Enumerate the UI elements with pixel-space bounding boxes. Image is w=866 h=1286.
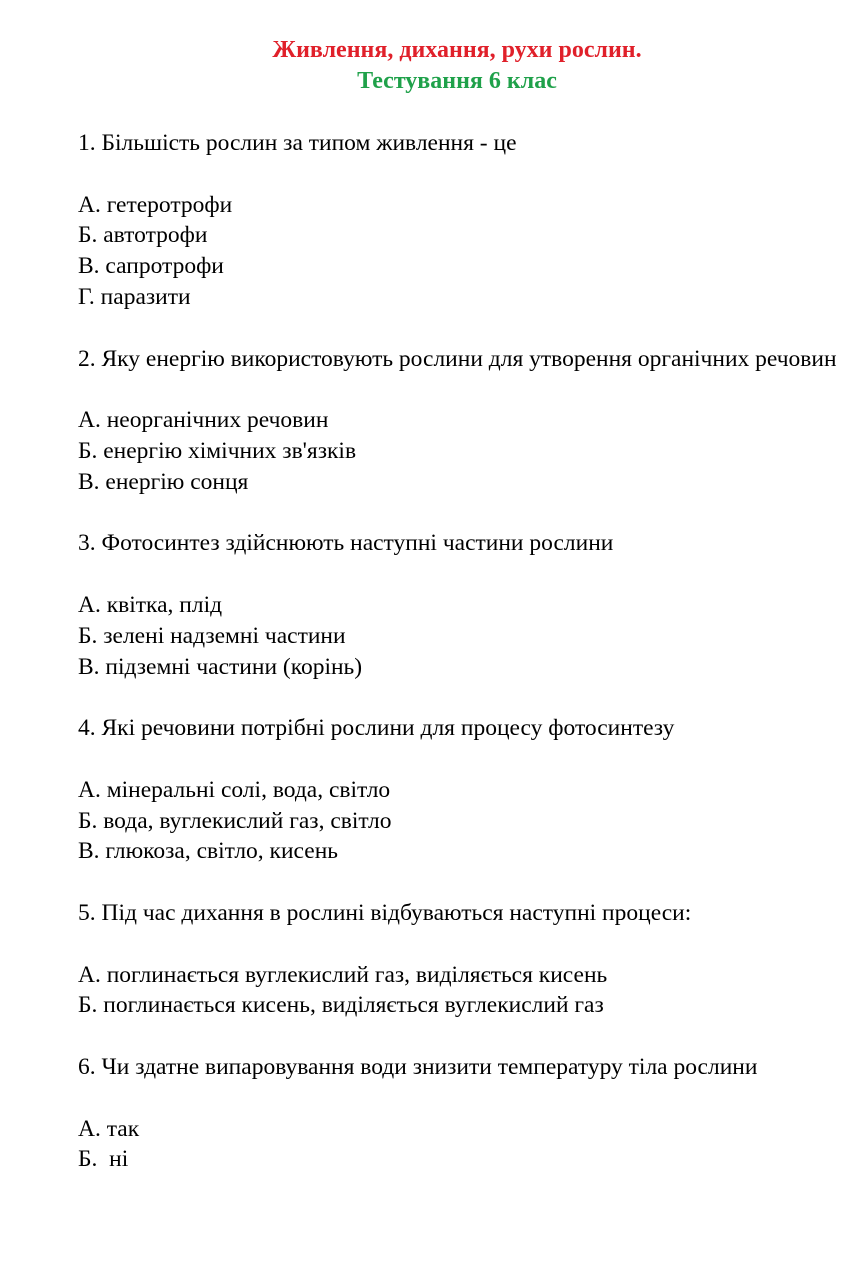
question-1: [78, 128, 864, 313]
answer-option: В. енергію сонця: [78, 468, 249, 495]
answer-options: [78, 405, 864, 497]
answer-options: [78, 960, 864, 1022]
answer-options: [78, 1114, 864, 1176]
answer-option: Б. вода, вуглекислий газ, світло: [78, 807, 392, 834]
answer-option: Б. ні: [78, 1146, 129, 1173]
question-5: [78, 898, 864, 1021]
answer-option: А. мінеральні солі, вода, світло: [78, 776, 391, 803]
answer-option: В. глюкоза, світло, кисень: [78, 838, 338, 865]
answer-option: А. гетеротрофи: [78, 191, 233, 218]
question-text: 3. Фотосинтез здійснюють наступні частини рослини: [78, 530, 614, 557]
answer-option: А. неорганічних речовин: [78, 407, 329, 434]
answer-option: Б. енергію хімічних зв'язків: [78, 437, 357, 464]
answer-options: [78, 590, 864, 682]
answer-option: А. квітка, плід: [78, 591, 223, 618]
question-text: 1. Більшість рослин за типом живлення - це: [78, 130, 517, 156]
question-6: [78, 1052, 864, 1175]
question-text: 5. Під час дихання в рослині відбуваються наступні процеси:: [78, 899, 692, 926]
question-2: [78, 344, 864, 498]
answer-option: А. так: [78, 1115, 140, 1142]
answer-option: В. підземні частини (корінь): [78, 653, 363, 680]
answer-option: В. сапротрофи: [78, 253, 224, 280]
question-text: 4. Які речовини потрібні рослини для процесу фотосинтезу: [78, 715, 675, 742]
question-text: 6. Чи здатне випаровування води знизити температуру тіла рослини: [78, 1053, 758, 1080]
question-text: 2. Яку енергію використовують рослини для утворення органічних речовин: [78, 345, 837, 372]
answer-option: А. поглинається вуглекислий газ, виділяється кисень: [78, 961, 608, 988]
answer-option: Б. автотрофи: [78, 222, 208, 249]
question-3: [78, 528, 864, 682]
answer-option: Б. поглинається кисень, виділяється вуглекислий газ: [78, 992, 604, 1019]
document-title: Живлення, дихання, рухи рослин.: [272, 37, 642, 63]
answer-option: Г. паразити: [78, 283, 191, 310]
answer-options: [78, 775, 864, 867]
document-subtitle: Тестування 6 клас: [357, 68, 557, 94]
answer-options: [78, 190, 864, 313]
answer-option: Б. зелені надземні частини: [78, 622, 346, 649]
document-header: [0, 35, 866, 97]
quiz-content: [78, 128, 864, 1175]
question-4: [78, 713, 864, 867]
